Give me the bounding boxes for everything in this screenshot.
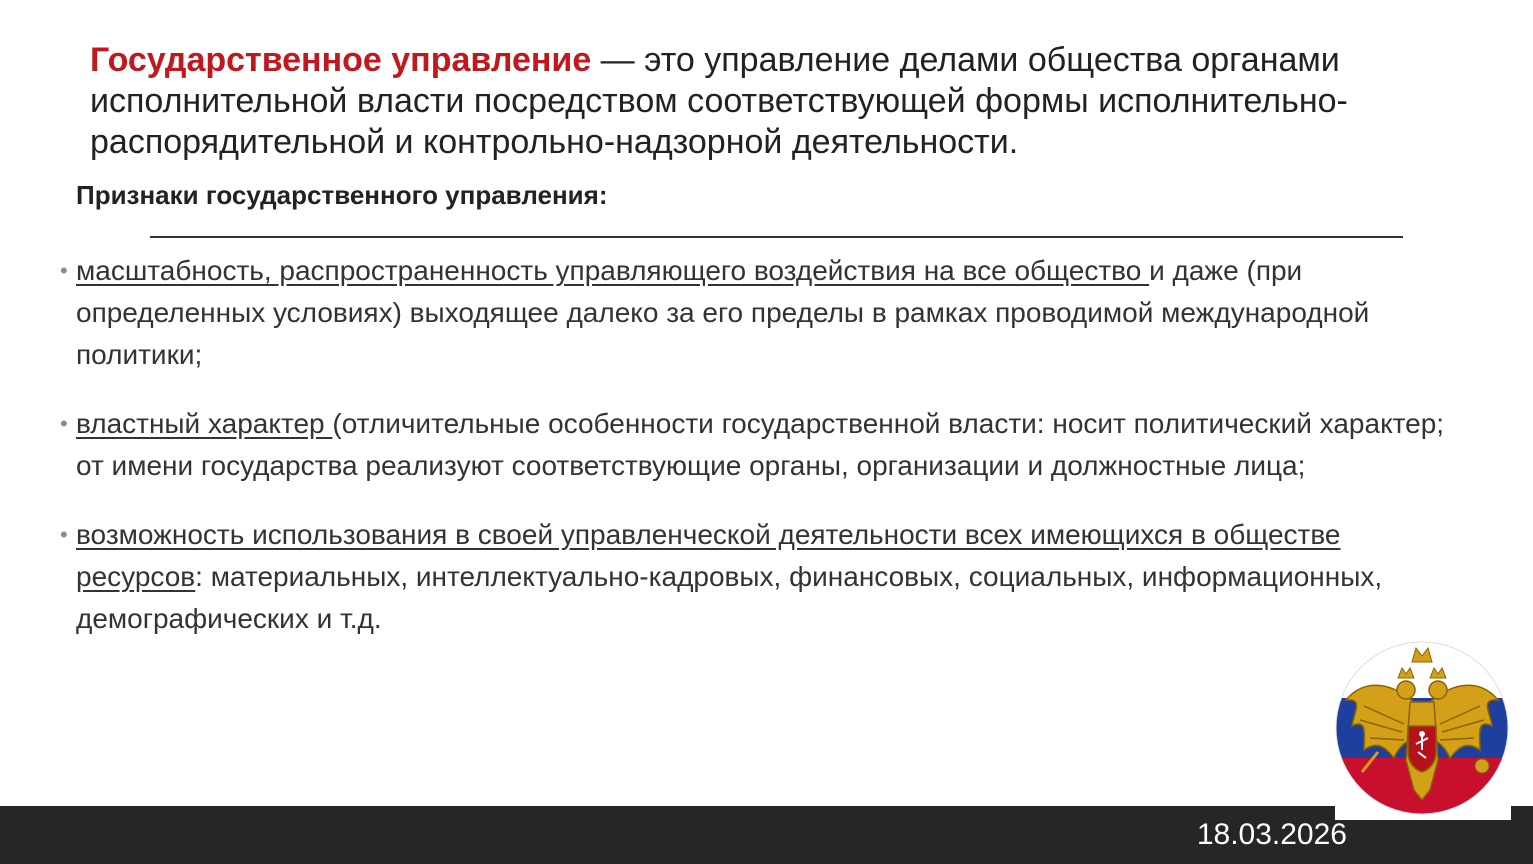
- feature-text: и даже (при определенных условиях) выходящее далеко за его пределы в рамках проводимой международной политики;: [76, 255, 1370, 370]
- feature-key: властный характер: [76, 408, 333, 439]
- slide-date: 18.03.2026: [1196, 818, 1347, 851]
- russian-coat-of-arms-icon: [1334, 640, 1510, 816]
- definition-paragraph: [90, 40, 1390, 163]
- feature-item-scale: [60, 250, 1460, 376]
- feature-key: масштабность, распространенность управляющего воздействия на все общество: [76, 255, 1150, 286]
- feature-text: : материальных, интеллектуально-кадровых, финансовых, социальных, информационных, демографических и т.д.: [76, 561, 1383, 634]
- feature-item-authority: [60, 403, 1460, 487]
- features-list: [60, 250, 1460, 667]
- heading-divider: [150, 236, 1403, 238]
- feature-item-resources: [60, 514, 1460, 640]
- bullet-icon: •: [60, 411, 68, 436]
- section-heading: Признаки государственного управления:: [76, 180, 608, 210]
- definition-term: Государственное управление: [90, 41, 592, 79]
- definition-text: — это управление делами общества органами исполнительной власти посредством соответствующей формы исполнительно-распорядительной и контрольно-надзорной деятельности.: [90, 41, 1348, 161]
- feature-key: возможность использования в своей управленческой деятельности всех имеющихся в обществе ресурсов: [76, 519, 1341, 592]
- bullet-icon: •: [60, 522, 68, 547]
- bullet-icon: •: [60, 258, 68, 283]
- feature-text: (отличительные особенности государственной власти: носит политический характер; от имени государства реализуют соответствующие органы, организации и должностные лица;: [76, 408, 1445, 481]
